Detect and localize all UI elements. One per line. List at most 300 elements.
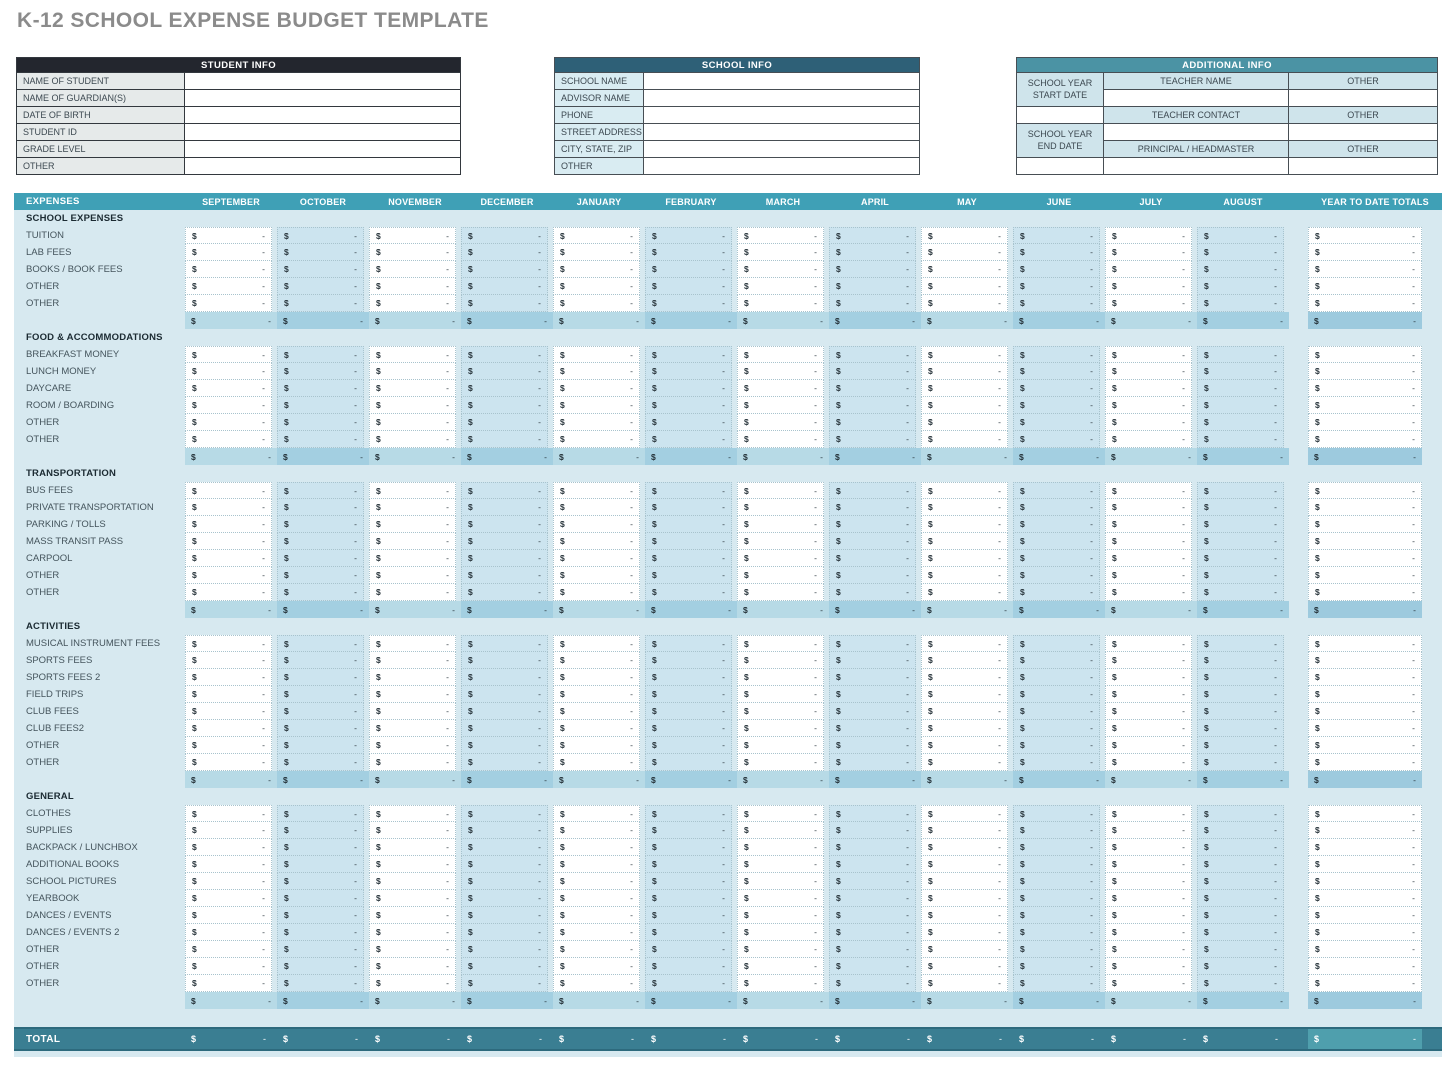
expense-amount-cell[interactable]	[645, 873, 732, 890]
expense-amount-cell[interactable]	[1197, 822, 1284, 839]
ytd-amount-cell[interactable]	[1308, 431, 1422, 448]
expense-amount-cell[interactable]	[921, 669, 1008, 686]
expense-amount-cell[interactable]	[553, 363, 640, 380]
expense-amount-cell[interactable]	[1197, 278, 1284, 295]
expense-amount-cell[interactable]	[1197, 652, 1284, 669]
expense-amount-cell[interactable]	[185, 941, 272, 958]
expense-amount-cell[interactable]	[645, 346, 732, 363]
expense-amount-cell[interactable]	[645, 414, 732, 431]
expense-amount-cell[interactable]	[1105, 754, 1192, 771]
expense-amount-cell[interactable]	[1105, 516, 1192, 533]
expense-amount-cell[interactable]	[277, 499, 364, 516]
expense-amount-cell[interactable]	[461, 414, 548, 431]
ytd-amount-cell[interactable]	[1308, 839, 1422, 856]
expense-amount-cell[interactable]	[829, 873, 916, 890]
expense-amount-cell[interactable]	[921, 703, 1008, 720]
expense-amount-cell[interactable]	[645, 652, 732, 669]
expense-amount-cell[interactable]	[277, 924, 364, 941]
expense-amount-cell[interactable]	[1197, 754, 1284, 771]
expense-amount-cell[interactable]	[369, 397, 456, 414]
expense-amount-cell[interactable]	[921, 567, 1008, 584]
expense-amount-cell[interactable]	[185, 227, 272, 244]
expense-amount-cell[interactable]	[645, 380, 732, 397]
expense-amount-cell[interactable]	[737, 278, 824, 295]
expense-amount-cell[interactable]	[277, 550, 364, 567]
expense-amount-cell[interactable]	[1013, 567, 1100, 584]
expense-amount-cell[interactable]	[277, 907, 364, 924]
expense-amount-cell[interactable]	[461, 958, 548, 975]
expense-amount-cell[interactable]	[1013, 499, 1100, 516]
expense-amount-cell[interactable]	[737, 584, 824, 601]
expense-amount-cell[interactable]	[1105, 975, 1192, 992]
expense-amount-cell[interactable]	[1197, 924, 1284, 941]
expense-amount-cell[interactable]	[829, 907, 916, 924]
expense-amount-cell[interactable]	[1013, 686, 1100, 703]
expense-amount-cell[interactable]	[737, 975, 824, 992]
expense-amount-cell[interactable]	[461, 567, 548, 584]
expense-amount-cell[interactable]	[369, 363, 456, 380]
expense-amount-cell[interactable]	[185, 346, 272, 363]
expense-amount-cell[interactable]	[645, 295, 732, 312]
expense-amount-cell[interactable]	[1013, 431, 1100, 448]
expense-amount-cell[interactable]	[185, 890, 272, 907]
expense-amount-cell[interactable]	[829, 703, 916, 720]
expense-amount-cell[interactable]	[369, 703, 456, 720]
ytd-amount-cell[interactable]	[1308, 397, 1422, 414]
expense-amount-cell[interactable]	[461, 924, 548, 941]
expense-amount-cell[interactable]	[185, 635, 272, 652]
expense-amount-cell[interactable]	[553, 720, 640, 737]
expense-amount-cell[interactable]	[461, 720, 548, 737]
expense-amount-cell[interactable]	[369, 261, 456, 278]
expense-amount-cell[interactable]	[369, 295, 456, 312]
expense-amount-cell[interactable]	[1013, 720, 1100, 737]
expense-amount-cell[interactable]	[645, 482, 732, 499]
expense-amount-cell[interactable]	[737, 380, 824, 397]
expense-amount-cell[interactable]	[1197, 890, 1284, 907]
expense-amount-cell[interactable]	[921, 873, 1008, 890]
expense-amount-cell[interactable]	[1197, 584, 1284, 601]
expense-amount-cell[interactable]	[1013, 227, 1100, 244]
expense-amount-cell[interactable]	[829, 686, 916, 703]
teacher-name-field[interactable]	[1104, 90, 1289, 107]
expense-amount-cell[interactable]	[1013, 907, 1100, 924]
expense-amount-cell[interactable]	[369, 941, 456, 958]
expense-amount-cell[interactable]	[185, 907, 272, 924]
expense-amount-cell[interactable]	[553, 941, 640, 958]
expense-amount-cell[interactable]	[461, 737, 548, 754]
expense-amount-cell[interactable]	[553, 278, 640, 295]
expense-amount-cell[interactable]	[185, 873, 272, 890]
expense-amount-cell[interactable]	[737, 890, 824, 907]
expense-amount-cell[interactable]	[461, 941, 548, 958]
expense-amount-cell[interactable]	[461, 227, 548, 244]
expense-amount-cell[interactable]	[1013, 261, 1100, 278]
ytd-amount-cell[interactable]	[1308, 516, 1422, 533]
expense-amount-cell[interactable]	[277, 295, 364, 312]
expense-amount-cell[interactable]	[1105, 652, 1192, 669]
expense-amount-cell[interactable]	[1013, 958, 1100, 975]
expense-amount-cell[interactable]	[645, 822, 732, 839]
expense-amount-cell[interactable]	[921, 244, 1008, 261]
expense-amount-cell[interactable]	[277, 754, 364, 771]
expense-amount-cell[interactable]	[553, 346, 640, 363]
expense-amount-cell[interactable]	[277, 516, 364, 533]
ytd-amount-cell[interactable]	[1308, 737, 1422, 754]
expense-amount-cell[interactable]	[553, 975, 640, 992]
expense-amount-cell[interactable]	[185, 669, 272, 686]
expense-amount-cell[interactable]	[737, 414, 824, 431]
expense-amount-cell[interactable]	[1013, 533, 1100, 550]
expense-amount-cell[interactable]	[645, 941, 732, 958]
expense-amount-cell[interactable]	[369, 805, 456, 822]
expense-amount-cell[interactable]	[829, 482, 916, 499]
expense-amount-cell[interactable]	[185, 720, 272, 737]
school-info-value-field[interactable]	[644, 124, 920, 141]
expense-amount-cell[interactable]	[1197, 295, 1284, 312]
expense-amount-cell[interactable]	[645, 924, 732, 941]
expense-amount-cell[interactable]	[921, 754, 1008, 771]
expense-amount-cell[interactable]	[277, 431, 364, 448]
ytd-amount-cell[interactable]	[1308, 533, 1422, 550]
expense-amount-cell[interactable]	[645, 397, 732, 414]
expense-amount-cell[interactable]	[737, 431, 824, 448]
ytd-amount-cell[interactable]	[1308, 346, 1422, 363]
expense-amount-cell[interactable]	[553, 873, 640, 890]
expense-amount-cell[interactable]	[369, 720, 456, 737]
expense-amount-cell[interactable]	[1013, 669, 1100, 686]
ytd-amount-cell[interactable]	[1308, 414, 1422, 431]
expense-amount-cell[interactable]	[277, 346, 364, 363]
expense-amount-cell[interactable]	[1105, 686, 1192, 703]
expense-amount-cell[interactable]	[185, 516, 272, 533]
expense-amount-cell[interactable]	[921, 227, 1008, 244]
expense-amount-cell[interactable]	[737, 924, 824, 941]
expense-amount-cell[interactable]	[1105, 346, 1192, 363]
expense-amount-cell[interactable]	[737, 550, 824, 567]
expense-amount-cell[interactable]	[1013, 737, 1100, 754]
expense-amount-cell[interactable]	[369, 924, 456, 941]
expense-amount-cell[interactable]	[461, 431, 548, 448]
expense-amount-cell[interactable]	[185, 499, 272, 516]
expense-amount-cell[interactable]	[737, 686, 824, 703]
expense-amount-cell[interactable]	[921, 941, 1008, 958]
expense-amount-cell[interactable]	[553, 754, 640, 771]
expense-amount-cell[interactable]	[1105, 805, 1192, 822]
expense-amount-cell[interactable]	[1013, 380, 1100, 397]
ytd-amount-cell[interactable]	[1308, 278, 1422, 295]
expense-amount-cell[interactable]	[185, 533, 272, 550]
expense-amount-cell[interactable]	[1105, 363, 1192, 380]
expense-amount-cell[interactable]	[553, 227, 640, 244]
expense-amount-cell[interactable]	[277, 584, 364, 601]
expense-amount-cell[interactable]	[461, 703, 548, 720]
expense-amount-cell[interactable]	[829, 941, 916, 958]
expense-amount-cell[interactable]	[645, 261, 732, 278]
expense-amount-cell[interactable]	[1105, 380, 1192, 397]
ytd-amount-cell[interactable]	[1308, 261, 1422, 278]
expense-amount-cell[interactable]	[829, 754, 916, 771]
expense-amount-cell[interactable]	[553, 516, 640, 533]
ytd-amount-cell[interactable]	[1308, 499, 1422, 516]
expense-amount-cell[interactable]	[1013, 652, 1100, 669]
expense-amount-cell[interactable]	[1105, 941, 1192, 958]
expense-amount-cell[interactable]	[461, 261, 548, 278]
expense-amount-cell[interactable]	[1105, 533, 1192, 550]
expense-amount-cell[interactable]	[737, 499, 824, 516]
expense-amount-cell[interactable]	[461, 499, 548, 516]
expense-amount-cell[interactable]	[1197, 346, 1284, 363]
expense-amount-cell[interactable]	[1013, 278, 1100, 295]
expense-amount-cell[interactable]	[829, 924, 916, 941]
expense-amount-cell[interactable]	[1197, 431, 1284, 448]
expense-amount-cell[interactable]	[829, 533, 916, 550]
expense-amount-cell[interactable]	[553, 567, 640, 584]
school-info-value-field[interactable]	[644, 158, 920, 175]
expense-amount-cell[interactable]	[645, 958, 732, 975]
expense-amount-cell[interactable]	[461, 890, 548, 907]
expense-amount-cell[interactable]	[553, 499, 640, 516]
expense-amount-cell[interactable]	[1105, 737, 1192, 754]
expense-amount-cell[interactable]	[737, 907, 824, 924]
expense-amount-cell[interactable]	[369, 975, 456, 992]
expense-amount-cell[interactable]	[1105, 635, 1192, 652]
expense-amount-cell[interactable]	[737, 516, 824, 533]
ytd-amount-cell[interactable]	[1308, 873, 1422, 890]
expense-amount-cell[interactable]	[185, 652, 272, 669]
expense-amount-cell[interactable]	[553, 686, 640, 703]
expense-amount-cell[interactable]	[277, 822, 364, 839]
ytd-amount-cell[interactable]	[1308, 805, 1422, 822]
expense-amount-cell[interactable]	[1105, 924, 1192, 941]
ytd-amount-cell[interactable]	[1308, 584, 1422, 601]
expense-amount-cell[interactable]	[829, 261, 916, 278]
expense-amount-cell[interactable]	[277, 278, 364, 295]
ytd-amount-cell[interactable]	[1308, 754, 1422, 771]
expense-amount-cell[interactable]	[185, 584, 272, 601]
expense-amount-cell[interactable]	[1197, 856, 1284, 873]
expense-amount-cell[interactable]	[1013, 550, 1100, 567]
expense-amount-cell[interactable]	[553, 261, 640, 278]
expense-amount-cell[interactable]	[1197, 227, 1284, 244]
expense-amount-cell[interactable]	[369, 754, 456, 771]
expense-amount-cell[interactable]	[369, 414, 456, 431]
expense-amount-cell[interactable]	[1013, 295, 1100, 312]
expense-amount-cell[interactable]	[185, 686, 272, 703]
expense-amount-cell[interactable]	[553, 380, 640, 397]
expense-amount-cell[interactable]	[737, 669, 824, 686]
expense-amount-cell[interactable]	[829, 737, 916, 754]
expense-amount-cell[interactable]	[369, 873, 456, 890]
expense-amount-cell[interactable]	[461, 839, 548, 856]
expense-amount-cell[interactable]	[737, 737, 824, 754]
expense-amount-cell[interactable]	[277, 805, 364, 822]
expense-amount-cell[interactable]	[553, 652, 640, 669]
expense-amount-cell[interactable]	[829, 516, 916, 533]
expense-amount-cell[interactable]	[461, 244, 548, 261]
expense-amount-cell[interactable]	[829, 499, 916, 516]
expense-amount-cell[interactable]	[1105, 584, 1192, 601]
expense-amount-cell[interactable]	[461, 278, 548, 295]
expense-amount-cell[interactable]	[737, 941, 824, 958]
expense-amount-cell[interactable]	[369, 890, 456, 907]
ytd-amount-cell[interactable]	[1308, 363, 1422, 380]
expense-amount-cell[interactable]	[921, 635, 1008, 652]
expense-amount-cell[interactable]	[185, 380, 272, 397]
student-info-value-field[interactable]	[185, 107, 461, 124]
expense-amount-cell[interactable]	[369, 822, 456, 839]
expense-amount-cell[interactable]	[369, 227, 456, 244]
expense-amount-cell[interactable]	[1197, 635, 1284, 652]
expense-amount-cell[interactable]	[185, 550, 272, 567]
expense-amount-cell[interactable]	[369, 244, 456, 261]
ytd-amount-cell[interactable]	[1308, 652, 1422, 669]
principal-headmaster-field[interactable]	[1104, 158, 1289, 175]
ytd-amount-cell[interactable]	[1308, 686, 1422, 703]
expense-amount-cell[interactable]	[829, 635, 916, 652]
expense-amount-cell[interactable]	[921, 652, 1008, 669]
expense-amount-cell[interactable]	[277, 873, 364, 890]
expense-amount-cell[interactable]	[277, 482, 364, 499]
expense-amount-cell[interactable]	[277, 363, 364, 380]
expense-amount-cell[interactable]	[1013, 856, 1100, 873]
expense-amount-cell[interactable]	[645, 431, 732, 448]
expense-amount-cell[interactable]	[921, 720, 1008, 737]
expense-amount-cell[interactable]	[921, 975, 1008, 992]
expense-amount-cell[interactable]	[461, 975, 548, 992]
expense-amount-cell[interactable]	[737, 397, 824, 414]
expense-amount-cell[interactable]	[921, 516, 1008, 533]
expense-amount-cell[interactable]	[1105, 482, 1192, 499]
school-info-value-field[interactable]	[644, 90, 920, 107]
ytd-amount-cell[interactable]	[1308, 550, 1422, 567]
expense-amount-cell[interactable]	[461, 754, 548, 771]
expense-amount-cell[interactable]	[1197, 839, 1284, 856]
expense-amount-cell[interactable]	[1197, 720, 1284, 737]
expense-amount-cell[interactable]	[737, 839, 824, 856]
student-info-value-field[interactable]	[185, 158, 461, 175]
expense-amount-cell[interactable]	[369, 533, 456, 550]
ytd-amount-cell[interactable]	[1308, 482, 1422, 499]
expense-amount-cell[interactable]	[829, 669, 916, 686]
expense-amount-cell[interactable]	[829, 397, 916, 414]
expense-amount-cell[interactable]	[1197, 516, 1284, 533]
expense-amount-cell[interactable]	[1197, 958, 1284, 975]
expense-amount-cell[interactable]	[461, 669, 548, 686]
ytd-amount-cell[interactable]	[1308, 856, 1422, 873]
expense-amount-cell[interactable]	[829, 380, 916, 397]
expense-amount-cell[interactable]	[921, 890, 1008, 907]
expense-amount-cell[interactable]	[277, 567, 364, 584]
expense-amount-cell[interactable]	[461, 482, 548, 499]
expense-amount-cell[interactable]	[461, 533, 548, 550]
expense-amount-cell[interactable]	[829, 584, 916, 601]
expense-amount-cell[interactable]	[921, 856, 1008, 873]
expense-amount-cell[interactable]	[921, 397, 1008, 414]
expense-amount-cell[interactable]	[277, 244, 364, 261]
expense-amount-cell[interactable]	[829, 414, 916, 431]
expense-amount-cell[interactable]	[185, 278, 272, 295]
expense-amount-cell[interactable]	[461, 380, 548, 397]
expense-amount-cell[interactable]	[645, 516, 732, 533]
other-field[interactable]	[1289, 158, 1438, 175]
expense-amount-cell[interactable]	[277, 261, 364, 278]
expense-amount-cell[interactable]	[1013, 703, 1100, 720]
school-info-value-field[interactable]	[644, 73, 920, 90]
expense-amount-cell[interactable]	[737, 754, 824, 771]
expense-amount-cell[interactable]	[645, 754, 732, 771]
expense-amount-cell[interactable]	[277, 703, 364, 720]
expense-amount-cell[interactable]	[553, 244, 640, 261]
expense-amount-cell[interactable]	[553, 584, 640, 601]
expense-amount-cell[interactable]	[277, 839, 364, 856]
expense-amount-cell[interactable]	[921, 363, 1008, 380]
expense-amount-cell[interactable]	[1105, 958, 1192, 975]
expense-amount-cell[interactable]	[1105, 703, 1192, 720]
expense-amount-cell[interactable]	[277, 958, 364, 975]
expense-amount-cell[interactable]	[461, 550, 548, 567]
expense-amount-cell[interactable]	[1197, 261, 1284, 278]
expense-amount-cell[interactable]	[1013, 584, 1100, 601]
expense-amount-cell[interactable]	[369, 550, 456, 567]
expense-amount-cell[interactable]	[829, 805, 916, 822]
other-field[interactable]	[1289, 124, 1438, 141]
ytd-amount-cell[interactable]	[1308, 703, 1422, 720]
ytd-amount-cell[interactable]	[1308, 635, 1422, 652]
expense-amount-cell[interactable]	[737, 652, 824, 669]
expense-amount-cell[interactable]	[829, 720, 916, 737]
expense-amount-cell[interactable]	[553, 414, 640, 431]
student-info-value-field[interactable]	[185, 124, 461, 141]
expense-amount-cell[interactable]	[645, 278, 732, 295]
expense-amount-cell[interactable]	[1013, 346, 1100, 363]
ytd-amount-cell[interactable]	[1308, 227, 1422, 244]
ytd-amount-cell[interactable]	[1308, 822, 1422, 839]
student-info-value-field[interactable]	[185, 90, 461, 107]
ytd-amount-cell[interactable]	[1308, 941, 1422, 958]
expense-amount-cell[interactable]	[921, 584, 1008, 601]
expense-amount-cell[interactable]	[645, 227, 732, 244]
expense-amount-cell[interactable]	[1013, 975, 1100, 992]
expense-amount-cell[interactable]	[1013, 890, 1100, 907]
expense-amount-cell[interactable]	[185, 363, 272, 380]
expense-amount-cell[interactable]	[277, 890, 364, 907]
expense-amount-cell[interactable]	[1105, 414, 1192, 431]
expense-amount-cell[interactable]	[1105, 822, 1192, 839]
expense-amount-cell[interactable]	[553, 890, 640, 907]
expense-amount-cell[interactable]	[1105, 890, 1192, 907]
school-info-value-field[interactable]	[644, 107, 920, 124]
expense-amount-cell[interactable]	[737, 567, 824, 584]
expense-amount-cell[interactable]	[1013, 822, 1100, 839]
expense-amount-cell[interactable]	[461, 907, 548, 924]
expense-amount-cell[interactable]	[1105, 278, 1192, 295]
expense-amount-cell[interactable]	[461, 363, 548, 380]
expense-amount-cell[interactable]	[921, 380, 1008, 397]
expense-amount-cell[interactable]	[645, 856, 732, 873]
expense-amount-cell[interactable]	[369, 669, 456, 686]
expense-amount-cell[interactable]	[277, 380, 364, 397]
expense-amount-cell[interactable]	[921, 839, 1008, 856]
expense-amount-cell[interactable]	[277, 941, 364, 958]
expense-amount-cell[interactable]	[921, 822, 1008, 839]
expense-amount-cell[interactable]	[369, 958, 456, 975]
expense-amount-cell[interactable]	[829, 295, 916, 312]
expense-amount-cell[interactable]	[1013, 482, 1100, 499]
expense-amount-cell[interactable]	[921, 550, 1008, 567]
expense-amount-cell[interactable]	[829, 567, 916, 584]
expense-amount-cell[interactable]	[461, 346, 548, 363]
